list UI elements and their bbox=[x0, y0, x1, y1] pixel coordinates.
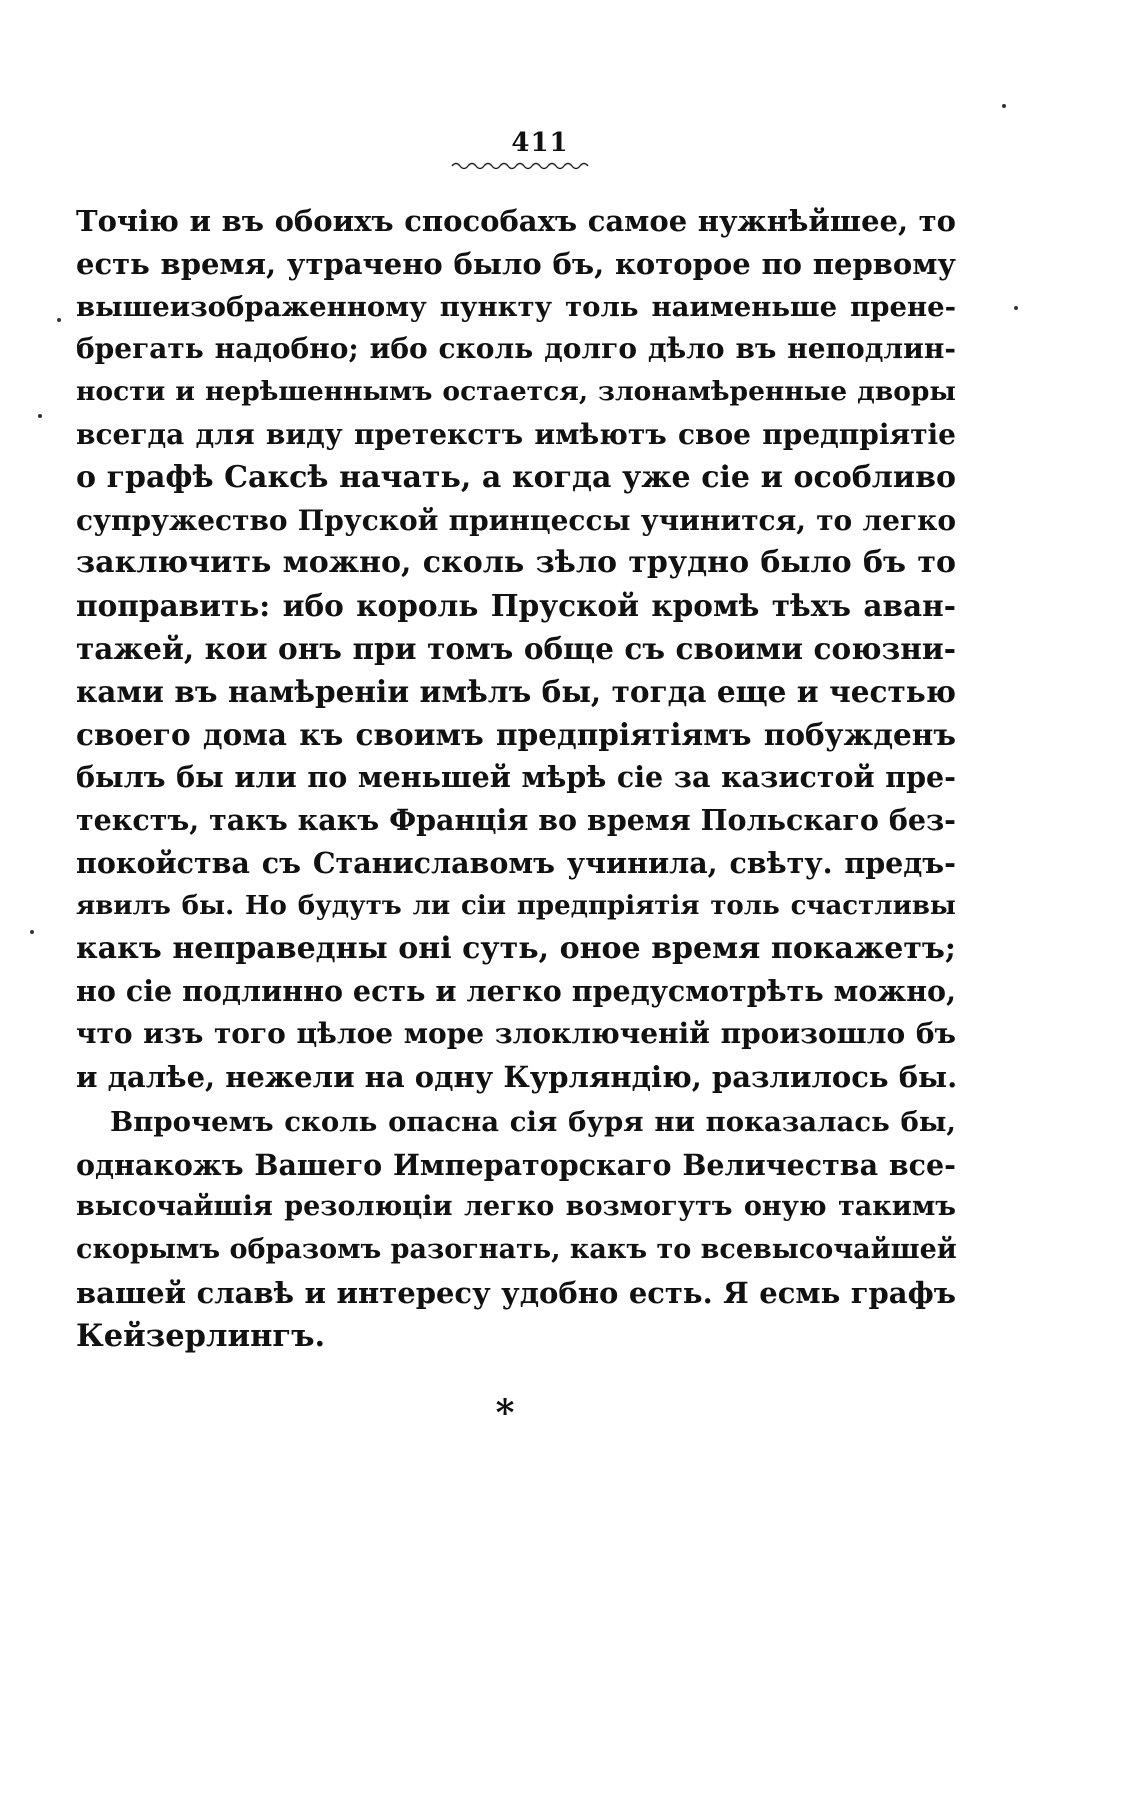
wavy-rule-ornament bbox=[450, 158, 600, 174]
text-line: есть время, утрачено было бъ, которое по первому bbox=[76, 246, 956, 281]
text-line: текстъ, такъ какъ Франція во время Польскаго без- bbox=[76, 803, 956, 838]
text-line: что изъ того цѣлое море злоключеній произошло бъ bbox=[76, 1017, 956, 1051]
text-line: покойства съ Станиславомъ учинила, свѣту. предъ- bbox=[76, 845, 956, 880]
text-line: всегда для виду претекстъ имѣютъ свое предпріятіе bbox=[76, 417, 956, 451]
text-line: поправить: ибо король Пруской кромѣ тѣхъ аван- bbox=[76, 588, 956, 624]
text-line: однакожъ Вашего Императорскаго Величества все- bbox=[76, 1147, 956, 1182]
text-line: какъ неправедны оні суть, оное время покажетъ; bbox=[76, 930, 956, 966]
text-line: Кейзерлингъ. bbox=[76, 1317, 326, 1354]
page-number: 411 bbox=[511, 128, 569, 158]
end-asterisk: * bbox=[495, 1392, 515, 1434]
paragraph-1 bbox=[76, 200, 956, 1099]
text-line: скорымъ образомъ разогнать, какъ то всевысочайшей bbox=[76, 1234, 957, 1266]
text-line: о графѣ Саксѣ начать, а когда уже сіе и особливо bbox=[76, 459, 956, 495]
paragraph-2 bbox=[76, 1101, 956, 1358]
print-speck bbox=[1014, 306, 1018, 310]
text-line: брегать надобно; ибо сколь долго дѣло въ неподлин- bbox=[76, 332, 956, 366]
print-speck bbox=[1002, 104, 1006, 108]
text-line: ности и нерѣшеннымъ остается, злонамѣренные дворы bbox=[76, 376, 956, 408]
text-line: Точію и въ обоихъ способахъ самое нужнѣйшее, то bbox=[76, 204, 956, 238]
text-line: ками въ намѣреніи имѣлъ бы, тогда еще и честью bbox=[76, 673, 956, 709]
text-line: супружество Пруской принцессы учинится, то легко bbox=[76, 503, 956, 537]
body-text bbox=[76, 200, 956, 1358]
print-speck bbox=[30, 930, 34, 934]
text-line: тажей, кои онъ при томъ обще съ своими союзни- bbox=[76, 630, 956, 666]
text-line: вышеизображенному пункту толь наименьше прене- bbox=[76, 290, 956, 323]
text-line: и далѣе, нежели на одну Курляндію, разлилось бы. bbox=[76, 1059, 958, 1094]
text-line: высочайшія резолюціи легко возмогутъ оную такимъ bbox=[76, 1191, 956, 1223]
print-speck bbox=[57, 318, 61, 322]
text-line: своего дома къ своимъ предпріятіямъ побужденъ bbox=[76, 716, 956, 752]
print-speck bbox=[38, 414, 42, 418]
text-line: былъ бы или по меньшей мѣрѣ сіе за казистой пре- bbox=[76, 760, 956, 795]
text-line: заключить можно, сколь зѣло трудно было бъ то bbox=[76, 545, 956, 581]
text-line: но сіе подлинно есть и легко предусмотрѣть можно, bbox=[76, 974, 956, 1009]
text-line: явилъ бы. Но будутъ ли сіи предпріятія толь счастливы bbox=[76, 890, 956, 921]
text-line: вашей славѣ и интересу удобно есть. Я есмь графъ bbox=[76, 1275, 956, 1310]
text-line: Впрочемъ сколь опасна сія буря ни показалась бы, bbox=[110, 1105, 956, 1138]
